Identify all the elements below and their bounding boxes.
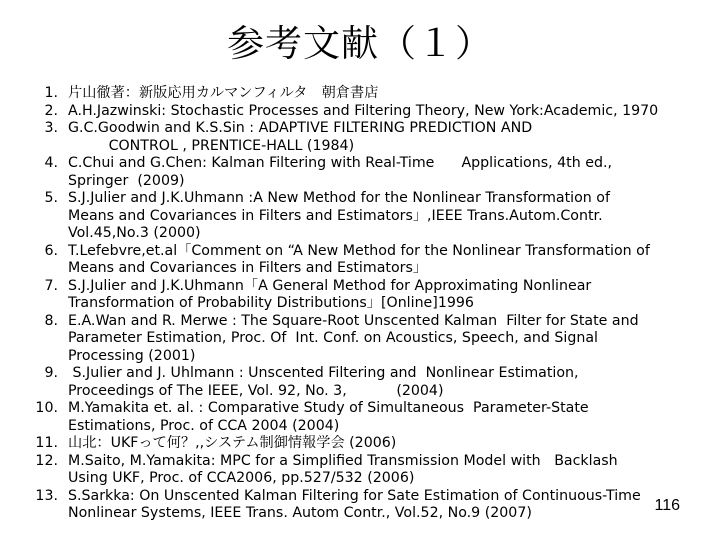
page-number: 116	[654, 497, 680, 514]
reference-text	[68, 365, 696, 400]
reference-text	[68, 103, 696, 121]
reference-number: 1.	[44, 85, 58, 101]
reference-line: M.Yamakita et. al. : Comparative Study of Simultaneous Parameter-State	[68, 400, 589, 416]
reference-line: Parameter Estimation, Proc. Of Int. Conf. on Acoustics, Speech, and Signal	[68, 330, 598, 346]
reference-number: 4.	[44, 155, 58, 171]
reference-item	[6, 85, 696, 103]
reference-item	[6, 190, 696, 243]
reference-number: 2.	[44, 102, 58, 119]
reference-line: S.Julier and J. Uhlmann : Unscented Filtering and Nonlinear Estimation,	[68, 365, 579, 381]
reference-line: G.C.Goodwin and K.S.Sin : ADAPTIVE FILTERING PREDICTION AND	[68, 120, 533, 136]
reference-line: Nonlinear Systems, IEEE Trans. Autom Contr., Vol.52, No.9 (2007)	[68, 505, 532, 521]
reference-line: E.A.Wan and R. Merwe : The Square-Root Unscented Kalman Filter for State and	[68, 312, 639, 329]
reference-item	[6, 453, 696, 488]
reference-text	[68, 243, 696, 278]
reference-item	[6, 488, 696, 523]
reference-text	[68, 400, 696, 435]
reference-line: Proceedings of The IEEE, Vol. 92, No. 3, (2004)	[68, 382, 444, 399]
reference-line: 山北：UKFって何？,,システム制御情報学会 (2006)	[68, 435, 397, 451]
reference-line: M.Saito, M.Yamakita: MPC for a Simplified Transmission Model with Backlash	[68, 452, 618, 469]
reference-item	[6, 365, 696, 400]
reference-line: Vol.45,No.3 (2000)	[68, 225, 201, 241]
reference-item	[6, 435, 696, 453]
reference-item	[6, 243, 696, 278]
reference-item	[6, 313, 696, 366]
reference-text	[68, 155, 696, 190]
reference-line: Means and Covariances in Filters and Estimators」,IEEE Trans.Autom.Contr.	[68, 207, 603, 224]
reference-number: 7.	[44, 277, 58, 294]
reference-line: S.J.Julier and J.K.Uhmann「A General Method for Approximating Nonlinear	[68, 277, 592, 294]
reference-line: Estimations, Proc. of CCA 2004 (2004)	[68, 417, 340, 434]
reference-item	[6, 120, 696, 155]
reference-number: 6.	[44, 242, 58, 259]
reference-text	[68, 488, 696, 523]
reference-line: Transformation of Probability Distributions」[Online]1996	[68, 295, 474, 311]
reference-line: Springer (2009)	[68, 172, 185, 189]
reference-line: Means and Covariances in Filters and Estimators」	[68, 260, 428, 276]
reference-text	[68, 313, 696, 366]
reference-line: T.Lefebvre,et.al「Comment on “A New Method for the Nonlinear Transformation of	[68, 242, 650, 259]
reference-number: 8.	[44, 312, 58, 329]
reference-line: C.Chui and G.Chen: Kalman Filtering with Real-Time Applications, 4th ed.,	[68, 155, 612, 171]
reference-line: CONTROL , PRENTICE-HALL (1984)	[68, 137, 355, 154]
reference-line: S.J.Julier and J.K.Uhmann :A New Method for the Nonlinear Transformation of	[68, 190, 610, 206]
reference-item	[6, 155, 696, 190]
reference-line: S.Sarkka: On Unscented Kalman Filtering for Sate Estimation of Continuous-Time	[68, 487, 641, 504]
reference-number: 11.	[35, 435, 58, 451]
reference-text	[68, 435, 696, 453]
reference-item	[6, 103, 696, 121]
reference-text	[68, 278, 696, 313]
reference-line: Using UKF, Proc. of CCA2006, pp.527/532 (2006)	[68, 470, 415, 486]
reference-line: 片山徹著：新版応用カルマンフィルタ 朝倉書店	[68, 85, 379, 101]
reference-number: 12.	[35, 452, 58, 469]
reference-number: 13.	[35, 487, 58, 504]
reference-line: A.H.Jazwinski: Stochastic Processes and Filtering Theory, New York:Academic, 1970	[68, 102, 659, 119]
reference-line: Processing (2001)	[68, 347, 196, 364]
reference-list	[6, 85, 696, 523]
reference-text	[68, 190, 696, 243]
reference-number: 9.	[44, 365, 58, 381]
slide-title: 参考文献（１）	[227, 22, 493, 65]
reference-number: 10.	[35, 400, 58, 416]
reference-text	[68, 85, 696, 103]
reference-number: 3.	[44, 120, 58, 136]
reference-number: 5.	[44, 190, 58, 206]
reference-text	[68, 120, 696, 155]
reference-item	[6, 400, 696, 435]
reference-text	[68, 453, 696, 488]
reference-item	[6, 278, 696, 313]
